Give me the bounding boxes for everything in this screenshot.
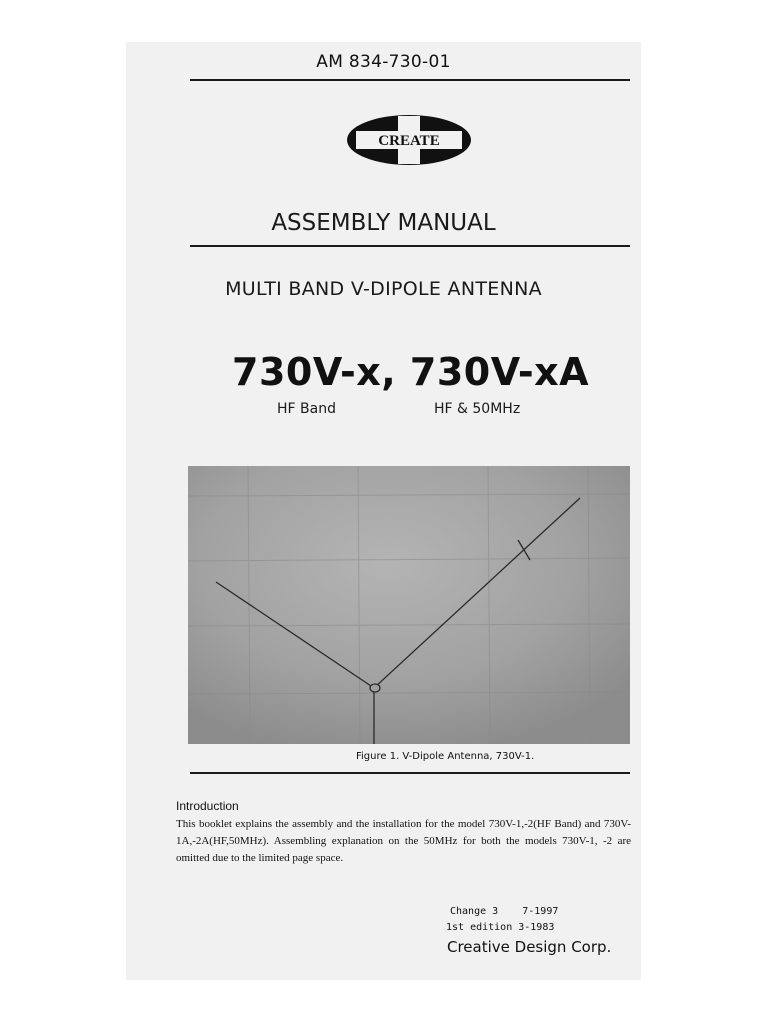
band-hf-50mhz: HF & 50MHz xyxy=(434,401,521,417)
company-name: Creative Design Corp. xyxy=(447,938,612,956)
introduction-heading: Introduction xyxy=(176,799,239,813)
figure-caption: Figure 1. V-Dipole Antenna, 730V-1. xyxy=(356,751,535,762)
change-note: Change 3 7-1997 xyxy=(450,906,559,917)
introduction-body: This booklet explains the assembly and the installation for the model 730V-1,-2(HF Band) and 730V-1A,-2A(HF,50MHz). Assembling explanation on the 50MHz for both the models 730V-1, -2 are omitted due to the limited page space. xyxy=(176,818,631,864)
top-rule xyxy=(190,79,630,81)
logo-text: CREATE xyxy=(378,133,440,149)
band-hf: HF Band xyxy=(277,401,336,417)
title-rule xyxy=(190,245,630,247)
document-number: AM 834-730-01 xyxy=(316,52,451,72)
model-numbers: 730V-x, 730V-xA xyxy=(232,350,590,394)
manual-cover-page xyxy=(126,42,641,980)
manual-title: ASSEMBLY MANUAL xyxy=(271,210,496,236)
edition-note: 1st edition 3-1983 xyxy=(446,922,555,933)
antenna-photo xyxy=(188,466,630,744)
figure-rule xyxy=(190,772,630,774)
manual-subtitle: MULTI BAND V-DIPOLE ANTENNA xyxy=(225,278,542,300)
create-logo xyxy=(346,114,472,170)
